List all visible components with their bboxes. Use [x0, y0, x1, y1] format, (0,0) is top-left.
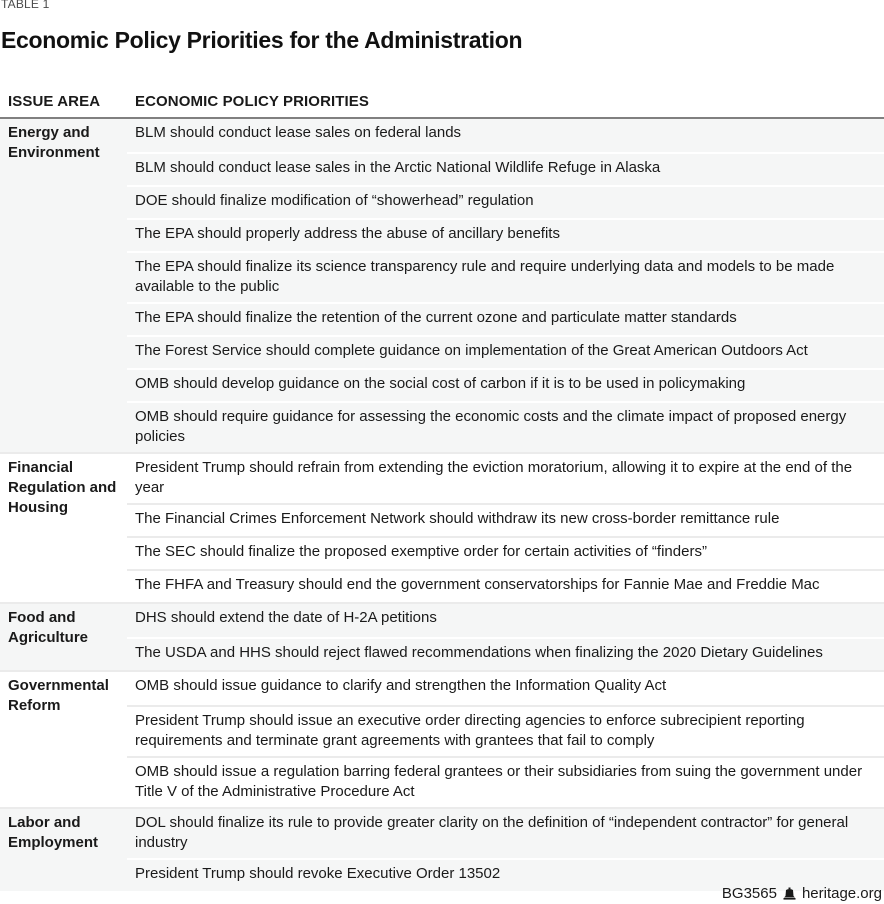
group-energy-environment [0, 119, 884, 452]
column-header-issue-area: ISSUE AREA [8, 93, 101, 110]
group-financial-regulation-housing [0, 452, 884, 602]
priority-item: OMB should require guidance for assessing the economic costs and the climate impact of proposed energy policies [127, 401, 884, 452]
table-header [0, 86, 884, 119]
priority-list [127, 119, 884, 452]
priority-item: The Forest Service should complete guidance on implementation of the Great American Outdoors Act [127, 335, 884, 368]
table-label: TABLE 1 [1, 0, 50, 11]
priority-item: BLM should conduct lease sales in the Arctic National Wildlife Refuge in Alaska [127, 152, 884, 185]
table-title: Economic Policy Priorities for the Administration [1, 27, 523, 53]
group-labor-employment [0, 807, 884, 891]
priority-item: The USDA and HHS should reject flawed recommendations when finalizing the 2020 Dietary Guidelines [127, 637, 884, 670]
column-header-priorities: ECONOMIC POLICY PRIORITIES [135, 93, 370, 110]
priority-item: OMB should issue a regulation barring federal grantees or their subsidiaries from suing the government under Title V of the Administrative Procedure Act [127, 756, 884, 807]
issue-area-label: Food and Agriculture [8, 609, 89, 646]
site-link[interactable]: heritage.org [801, 885, 882, 902]
priority-list [127, 672, 884, 807]
issue-area-label: Labor and Employment [8, 814, 99, 851]
priority-list [127, 454, 884, 602]
priority-item: OMB should develop guidance on the social cost of carbon if it is to be used in policymaking [127, 368, 884, 401]
issue-area-label: Financial Regulation and Housing [8, 459, 117, 516]
priority-item: The EPA should finalize the retention of the current ozone and particulate matter standards [127, 302, 884, 335]
priority-item: President Trump should issue an executive order directing agencies to enforce subrecipient reporting requirements and terminate grant agreements with grantees that fail to comply [127, 705, 884, 756]
group-food-agriculture [0, 602, 884, 670]
liberty-bell-icon [783, 887, 796, 900]
report-code: BG3565 [721, 885, 777, 902]
priority-item: The Financial Crimes Enforcement Network should withdraw its new cross-border remittance rule [127, 503, 884, 536]
priority-item: The SEC should finalize the proposed exemptive order for certain activities of “finders” [127, 536, 884, 569]
priority-item: The EPA should finalize its science transparency rule and require underlying data and models to be made available to the public [127, 251, 884, 302]
priority-item: The FHFA and Treasury should end the government conservatorships for Fannie Mae and Freddie Mac [127, 569, 884, 602]
priority-item: President Trump should refrain from extending the eviction moratorium, allowing it to expire at the end of the year [135, 459, 853, 496]
priority-item: DHS should extend the date of H-2A petitions [135, 609, 437, 626]
source-footer [722, 885, 882, 902]
issue-area-label: Governmental Reform [8, 677, 109, 714]
policy-table [0, 86, 884, 891]
priority-item: DOL should finalize its rule to provide greater clarity on the definition of “independent contractor” for general industry [135, 814, 849, 851]
priority-item: President Trump should revoke Executive Order 13502 [127, 858, 884, 891]
issue-area-label: Energy and Environment [8, 124, 100, 161]
priority-item: DOE should finalize modification of “showerhead” regulation [127, 185, 884, 218]
group-governmental-reform [0, 670, 884, 807]
priority-list [127, 604, 884, 670]
priority-item: BLM should conduct lease sales on federal lands [135, 124, 462, 141]
priority-item: The EPA should properly address the abuse of ancillary benefits [127, 218, 884, 251]
priority-item: OMB should issue guidance to clarify and strengthen the Information Quality Act [135, 677, 667, 694]
priority-list [127, 809, 884, 891]
